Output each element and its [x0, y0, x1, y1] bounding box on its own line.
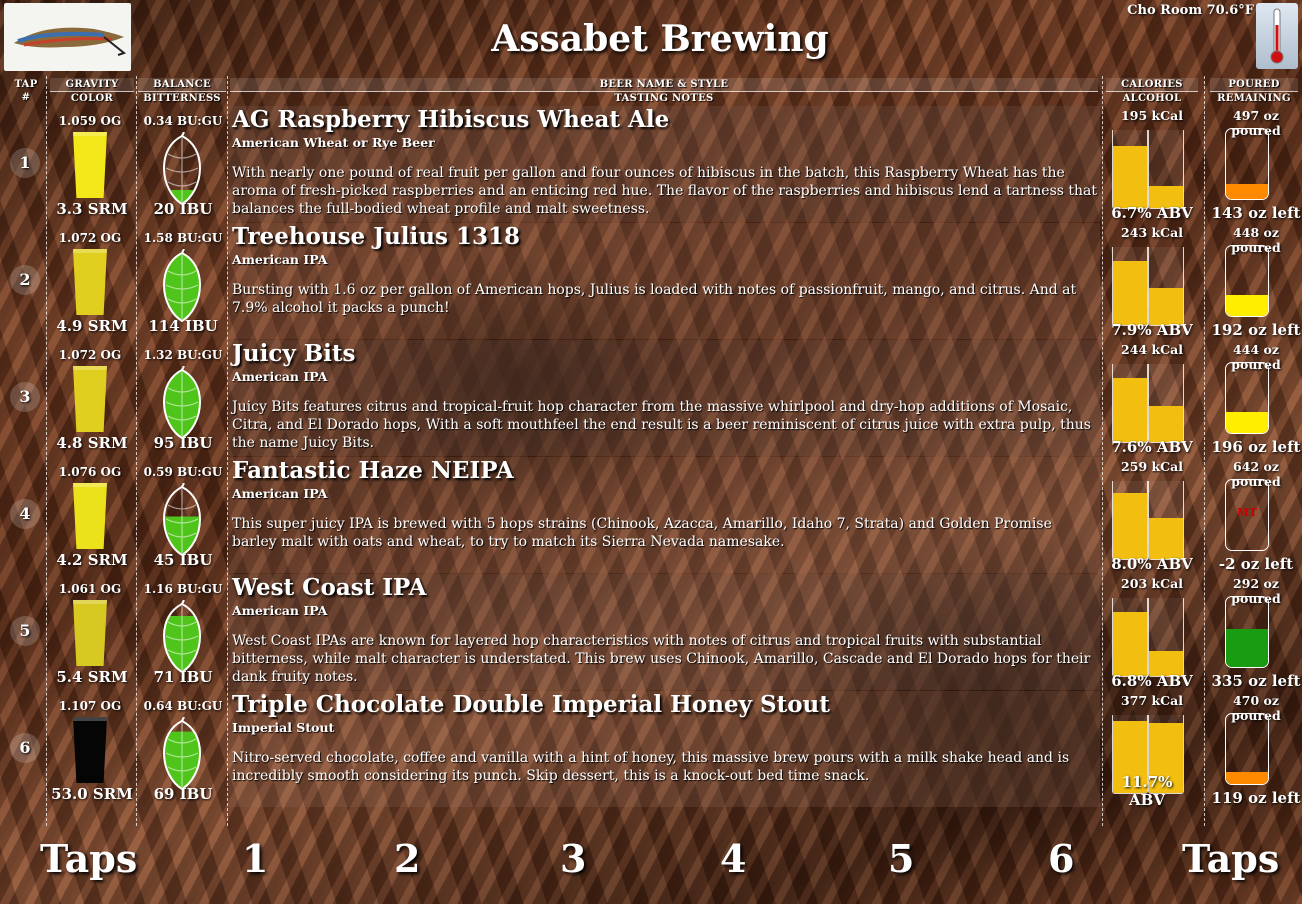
ibu-value: 45 IBU [153, 551, 213, 569]
header-gravity: GRAVITY COLOR [50, 78, 134, 105]
abv-value: 7.9% ABV [1111, 321, 1193, 339]
original-gravity: 1.072 OG [58, 231, 122, 245]
hop-icon [160, 600, 204, 674]
glass-fill [1113, 378, 1147, 442]
poured-amount: 444 oz poured [1231, 342, 1281, 372]
remaining-amount: 119 oz left [1211, 789, 1301, 807]
alcohol-glass [1148, 130, 1184, 209]
bu-gu-ratio: 1.16 BU:GU [143, 582, 223, 596]
remaining-amount: 143 oz left [1211, 204, 1301, 222]
srm-value: 5.4 SRM [56, 668, 128, 686]
calories-glass [1112, 598, 1148, 677]
fly-logo-image [4, 3, 131, 71]
calories-glass [1112, 364, 1148, 443]
poured-amount: 292 oz poured [1231, 576, 1281, 606]
header-name: BEER NAME & STYLE TASTING NOTES [230, 78, 1098, 105]
tasting-notes: With nearly one pound of real fruit per gallon and four ounces of hibiscus in the batch, this Raspberry Wheat has the aroma of fresh-picked raspberries and an enticing red hue. The flavor of the raspberries and hibiscus lend a tartness that balances the full-bodied wheat profile and malt sweetness. [232, 165, 1098, 217]
glass-fill [1113, 612, 1147, 676]
beer-color-glass [73, 249, 107, 315]
room-temperature: Cho Room 70.6°F [1127, 3, 1254, 18]
keg-level-gauge [1225, 362, 1269, 434]
footer-tap-number: 2 [394, 836, 421, 881]
beer-color-glass [73, 600, 107, 666]
beer-name[interactable]: Fantastic Haze NEIPA [232, 457, 514, 484]
keg-level-gauge [1225, 596, 1269, 668]
glass-fill [1149, 406, 1183, 442]
srm-value: 3.3 SRM [56, 200, 128, 218]
calories-value: 244 kCal [1121, 342, 1183, 357]
original-gravity: 1.059 OG [58, 114, 122, 128]
beer-name[interactable]: Triple Chocolate Double Imperial Honey Stout [232, 691, 830, 718]
beer-style: American IPA [232, 369, 328, 384]
abv-value: 7.6% ABV [1111, 438, 1193, 456]
srm-value: 53.0 SRM [51, 785, 133, 803]
beer-name[interactable]: Juicy Bits [232, 340, 356, 367]
poured-amount: 642 oz poured [1231, 459, 1281, 489]
glass-fill [1113, 146, 1147, 208]
header-tap: TAP # [14, 79, 38, 103]
beer-name[interactable]: West Coast IPA [232, 574, 427, 601]
alcohol-glass [1148, 598, 1184, 677]
glass-fill [1113, 493, 1147, 559]
beer-style: American IPA [232, 252, 328, 267]
beer-color-glass [73, 132, 107, 198]
footer-taps-right: Taps [1182, 836, 1280, 881]
calories-value: 203 kCal [1121, 576, 1183, 591]
beer-name[interactable]: Treehouse Julius 1318 [232, 223, 520, 250]
header-calories: CALORIES ALCOHOL [1106, 78, 1198, 105]
tap-number: 3 [10, 382, 40, 412]
poured-amount: 470 oz poured [1231, 693, 1281, 723]
calories-value: 377 kCal [1121, 693, 1183, 708]
remaining-amount: 192 oz left [1211, 321, 1301, 339]
calories-glass [1112, 247, 1148, 326]
glass-fill [1113, 261, 1147, 325]
keg-level-gauge [1225, 245, 1269, 317]
beer-style: American IPA [232, 603, 328, 618]
keg-fill [1226, 412, 1268, 433]
abv-value: 6.8% ABV [1111, 672, 1193, 690]
original-gravity: 1.072 OG [58, 348, 122, 362]
original-gravity: 1.061 OG [58, 582, 122, 596]
footer-taps-left: Taps [40, 836, 138, 881]
calories-glass [1112, 481, 1148, 560]
alcohol-glass [1148, 247, 1184, 326]
abv-value: 11.7% ABV [1121, 773, 1173, 809]
ibu-value: 95 IBU [153, 434, 213, 452]
calories-glass [1112, 130, 1148, 209]
remaining-amount: 335 oz left [1211, 672, 1301, 690]
calories-value: 243 kCal [1121, 225, 1183, 240]
beer-color-glass [73, 483, 107, 549]
abv-value: 6.7% ABV [1111, 204, 1193, 222]
keg-fill [1226, 629, 1268, 668]
tasting-notes: Nitro-served chocolate, coffee and vanilla with a hint of honey, this massive brew pours with a milk shake head and is incredibly smooth considering its punch. Skip dessert, this is a knock-out bed time snack. [232, 750, 1070, 784]
bu-gu-ratio: 0.59 BU:GU [143, 465, 223, 479]
keg-empty-label: MT [1236, 506, 1258, 519]
keg-fill [1226, 772, 1268, 784]
poured-amount: 497 oz poured [1231, 108, 1281, 138]
abv-value: 8.0% ABV [1111, 555, 1193, 573]
srm-value: 4.2 SRM [56, 551, 128, 569]
alcohol-glass [1148, 364, 1184, 443]
footer-tap-number: 1 [242, 836, 269, 881]
beer-name[interactable]: AG Raspberry Hibiscus Wheat Ale [232, 106, 670, 133]
original-gravity: 1.076 OG [58, 465, 122, 479]
beer-color-glass [73, 366, 107, 432]
ibu-value: 114 IBU [148, 317, 218, 335]
keg-fill [1226, 184, 1268, 199]
bu-gu-ratio: 0.64 BU:GU [143, 699, 223, 713]
header-poured: POURED REMAINING [1210, 78, 1298, 105]
page-title: Assabet Brewing [491, 18, 829, 60]
tap-number: 5 [10, 616, 40, 646]
alcohol-glass [1148, 481, 1184, 560]
beer-color-glass [73, 717, 107, 783]
srm-value: 4.9 SRM [56, 317, 128, 335]
poured-amount: 448 oz poured [1231, 225, 1281, 255]
tasting-notes: West Coast IPAs are known for layered hop characteristics with notes of citrus and tropical fruits with substantial bitterness, while malt character is understated. This brew uses Chinook, Amarillo, Cascade and El Dorado hops for their dank fruity notes. [232, 633, 1091, 685]
calories-value: 195 kCal [1121, 108, 1183, 123]
calories-value: 259 kCal [1121, 459, 1183, 474]
tap-number: 6 [10, 733, 40, 763]
remaining-amount: -2 oz left [1218, 555, 1294, 573]
hop-icon [160, 132, 204, 206]
keg-level-gauge [1225, 713, 1269, 785]
hop-icon [160, 717, 204, 791]
tasting-notes: Bursting with 1.6 oz per gallon of American hops, Julius is loaded with notes of passionfruit, mango, and citrus. And at 7.9% alcohol it packs a punch! [232, 282, 1077, 316]
hop-icon [160, 249, 204, 323]
keg-level-gauge [1225, 128, 1269, 200]
bu-gu-ratio: 0.34 BU:GU [143, 114, 223, 128]
keg-fill [1226, 295, 1268, 316]
hop-icon [160, 483, 204, 557]
tap-number: 2 [10, 265, 40, 295]
tasting-notes: Juicy Bits features citrus and tropical-fruit hop character from the massive whirlpool and dry-hop additions of Mosaic, Citra, and El Dorado hops, With a soft mouthfeel the end result is a beer reminiscent of citrus juice with extra pulp, thus the name Juicy Bits. [232, 399, 1091, 451]
original-gravity: 1.107 OG [58, 699, 122, 713]
tap-number: 1 [10, 148, 40, 178]
footer-tap-number: 5 [888, 836, 915, 881]
bu-gu-ratio: 1.32 BU:GU [143, 348, 223, 362]
footer-tap-number: 4 [720, 836, 747, 881]
tasting-notes: This super juicy IPA is brewed with 5 hops strains (Chinook, Azacca, Amarillo, Idaho 7, Strata) and Golden Promise barley malt with oats and wheat, to try to match its Sierra Nevada namesake. [232, 516, 1052, 550]
bu-gu-ratio: 1.58 BU:GU [143, 231, 223, 245]
remaining-amount: 196 oz left [1211, 438, 1301, 456]
glass-fill [1149, 518, 1183, 559]
keg-level-gauge [1225, 479, 1269, 551]
ibu-value: 69 IBU [153, 785, 213, 803]
footer-tap-number: 3 [560, 836, 587, 881]
thermometer-icon [1256, 3, 1298, 69]
footer-tap-number: 6 [1048, 836, 1075, 881]
column-divider [1204, 76, 1205, 826]
hop-icon [160, 366, 204, 440]
tap-number: 4 [10, 499, 40, 529]
glass-fill [1149, 288, 1183, 325]
beer-style: American Wheat or Rye Beer [232, 135, 435, 150]
beer-style: American IPA [232, 486, 328, 501]
srm-value: 4.8 SRM [56, 434, 128, 452]
ibu-value: 71 IBU [153, 668, 213, 686]
ibu-value: 20 IBU [153, 200, 213, 218]
beer-style: Imperial Stout [232, 720, 335, 735]
header-balance: BALANCE BITTERNESS [138, 78, 226, 105]
